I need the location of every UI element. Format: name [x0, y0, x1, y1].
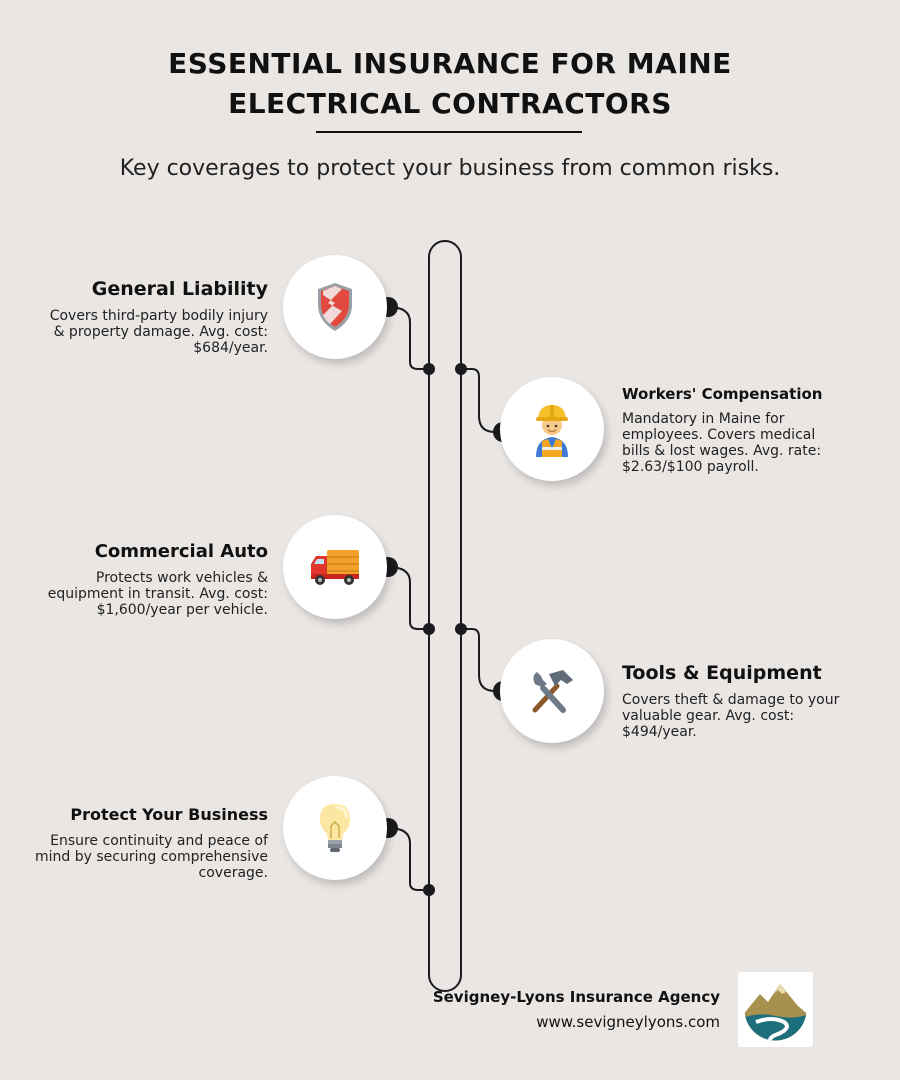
agency-logo	[738, 972, 813, 1047]
item-protect-business	[28, 805, 268, 881]
protect-business-icon-circle	[283, 776, 387, 880]
title-line-2: ELECTRICAL CONTRACTORS	[228, 87, 672, 120]
mountain-river-logo	[738, 972, 813, 1047]
central-track	[429, 241, 461, 991]
item-description: Covers third-party bodily injury & property damage. Avg. cost: $684/year.	[49, 308, 268, 356]
tools-equipment-icon-circle	[500, 639, 604, 743]
item-description: Ensure continuity and peace of mind by securing comprehensive coverage.	[35, 833, 268, 881]
item-description: Covers theft & damage to your valuable gear. Avg. cost: $494/year.	[622, 692, 840, 740]
item-description: Protects work vehicles & equipment in transit. Avg. cost: $1,600/year per vehicle.	[47, 570, 268, 618]
item-title: Protect Your Business	[70, 805, 268, 824]
hammer-wrench-icon	[527, 666, 577, 716]
junction-workers-compensation	[455, 363, 467, 375]
item-general-liability	[43, 277, 268, 356]
agency-name: Sevigney-Lyons Insurance Agency	[432, 988, 720, 1006]
general-liability-icon-circle	[283, 255, 387, 359]
item-title: Tools & Equipment	[622, 662, 822, 684]
connector-workers-compensation	[461, 369, 503, 432]
junction-protect-business	[423, 884, 435, 896]
subtitle: Key coverages to protect your business from common risks.	[119, 156, 781, 181]
delivery-truck-icon	[309, 546, 361, 588]
connector-commercial-auto	[388, 567, 429, 629]
connector-protect-business	[388, 828, 429, 890]
workers-compensation-icon-circle	[500, 377, 604, 481]
shield-icon	[315, 281, 355, 333]
construction-worker-icon	[532, 401, 572, 457]
item-title: Workers' Compensation	[622, 385, 823, 403]
item-title: General Liability	[91, 278, 268, 300]
agency-url[interactable]: www.sevigneylyons.com	[536, 1013, 720, 1031]
item-tools-equipment	[622, 661, 847, 740]
commercial-auto-icon-circle	[283, 515, 387, 619]
item-commercial-auto	[43, 540, 268, 618]
connector-general-liability	[388, 307, 429, 369]
junction-tools-equipment	[455, 623, 467, 635]
connector-tools-equipment	[461, 629, 503, 691]
lightbulb-icon	[317, 802, 353, 854]
item-workers-compensation	[622, 386, 847, 475]
item-title: Commercial Auto	[94, 541, 268, 562]
junction-commercial-auto	[423, 623, 435, 635]
junction-general-liability	[423, 363, 435, 375]
title-line-1: ESSENTIAL INSURANCE FOR MAINE	[168, 47, 732, 80]
item-description: Mandatory in Maine for employees. Covers medical bills & lost wages. Avg. rate: $2.63/$100 payroll.	[622, 411, 822, 475]
